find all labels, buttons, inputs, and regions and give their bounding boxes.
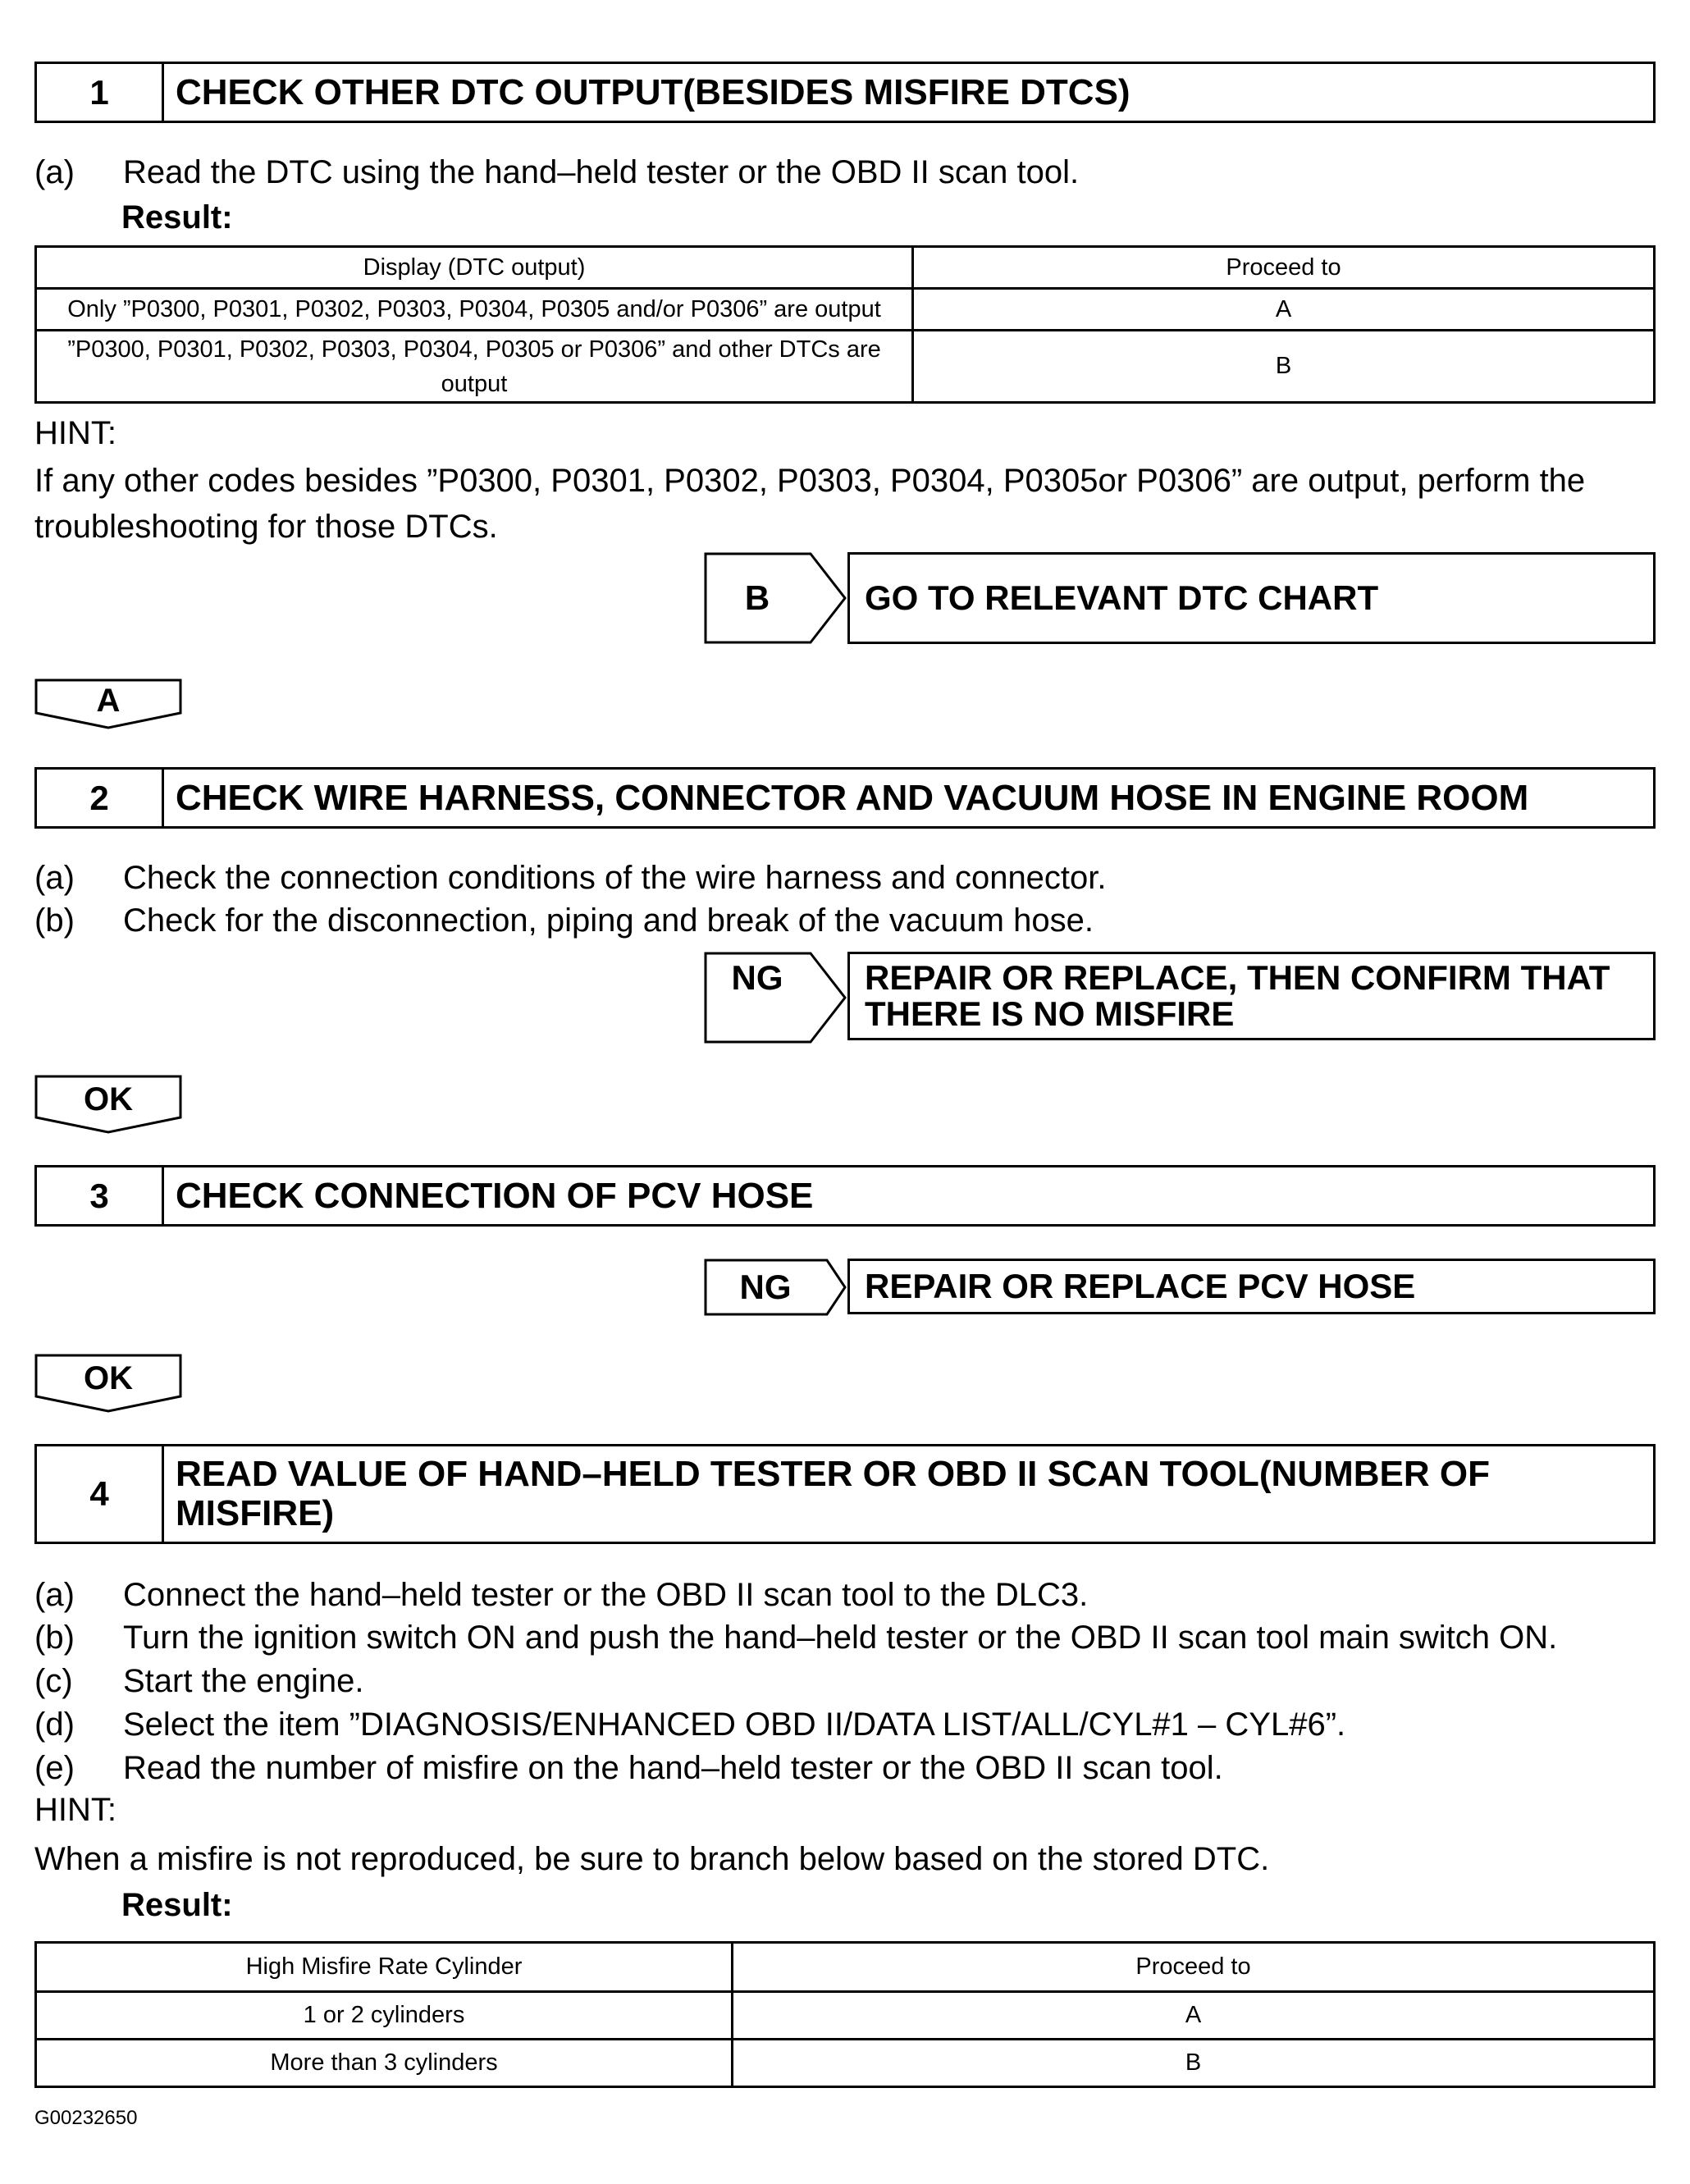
item-text: Read the number of misfire on the hand–held tester or the OBD II scan tool. (123, 1750, 1223, 1786)
table-header: Display (DTC output) (36, 247, 913, 289)
table-cell: ”P0300, P0301, P0302, P0303, P0304, P0305 or P0306” and other DTCs are output (36, 331, 913, 403)
item-label: (b) (34, 902, 75, 939)
branch-action-box: REPAIR OR REPLACE PCV HOSE (847, 1259, 1656, 1314)
item-text: Check for the disconnection, piping and break of the vacuum hose. (123, 902, 1094, 939)
step-4-header (34, 1444, 1656, 1544)
table-cell: More than 3 cylinders (36, 2040, 733, 2087)
step-2-header (34, 767, 1656, 829)
table-header: Proceed to (913, 247, 1655, 289)
step-2-item-a (34, 858, 1107, 898)
item-text: Start the engine. (123, 1663, 364, 1699)
table-cell: 1 or 2 cylinders (36, 1992, 733, 2040)
item-label: (a) (34, 860, 75, 896)
step-4-hint-text: When a misfire is not reproduced, be sure to branch below based on the stored DTC. (34, 1841, 1270, 1877)
item-text: Read the DTC using the hand–held tester or the OBD II scan tool. (123, 154, 1080, 190)
branch-tag-ng: NG (739, 1268, 792, 1306)
step-number: 4 (37, 1446, 164, 1542)
step-title (164, 1446, 1653, 1542)
continue-tag-a: A (96, 683, 121, 719)
step-4-item-d (34, 1705, 1345, 1744)
step-4-result-table (34, 1941, 1656, 2088)
step-1-result-label: Result: (121, 199, 233, 235)
step-4-item-e (34, 1748, 1223, 1788)
item-label: (a) (34, 154, 75, 190)
item-label: (b) (34, 1620, 75, 1656)
table-cell: Only ”P0300, P0301, P0302, P0303, P0304, P0305 and/or P0306” are output (36, 289, 913, 331)
step-title: CHECK CONNECTION OF PCV HOSE (176, 1175, 814, 1216)
branch-action-line: REPAIR OR REPLACE, THEN CONFIRM THAT (865, 958, 1610, 997)
step-1-item-a (34, 153, 1079, 192)
step-1-hint-label: HINT: (34, 415, 116, 451)
step-4-item-b (34, 1618, 1557, 1657)
step-title: CHECK OTHER DTC OUTPUT(BESIDES MISFIRE DTCS) (176, 71, 1130, 112)
item-text: Turn the ignition switch ON and push the hand–held tester or the OBD II scan tool main switch ON. (123, 1620, 1558, 1656)
branch-action-box: GO TO RELEVANT DTC CHART (847, 552, 1656, 644)
step-1-hint-text: If any other codes besides ”P0300, P0301, P0302, P0303, P0304, P0305or P0306” are output, perform the troubleshooting for those DTCs. (34, 463, 1586, 545)
continue-tag-ok: OK (84, 1081, 133, 1117)
step-title-line: READ VALUE OF HAND–HELD TESTER OR OBD II SCAN TOOL(NUMBER OF (176, 1454, 1490, 1494)
step-4-item-c (34, 1661, 364, 1701)
branch-tag-b: B (744, 578, 770, 617)
table-header: High Misfire Rate Cylinder (36, 1943, 733, 1992)
item-text: Select the item ”DIAGNOSIS/ENHANCED OBD II/DATA LIST/ALL/CYL#1 – CYL#6”. (123, 1707, 1346, 1743)
step-number: 3 (37, 1167, 164, 1224)
step-4-item-a (34, 1575, 1088, 1615)
item-label: (e) (34, 1750, 75, 1786)
step-3-header (34, 1165, 1656, 1227)
step-title: CHECK WIRE HARNESS, CONNECTOR AND VACUUM HOSE IN ENGINE ROOM (176, 777, 1529, 818)
step-2-item-b (34, 901, 1094, 940)
figure-code: G00232650 (34, 2107, 138, 2129)
branch-tag-ng: NG (731, 958, 783, 997)
step-title-line: MISFIRE) (176, 1493, 335, 1533)
step-1-header (34, 62, 1656, 123)
continue-tag-ok: OK (84, 1360, 133, 1396)
table-cell: B (913, 331, 1655, 403)
table-cell: B (733, 2040, 1655, 2087)
item-label: (d) (34, 1707, 75, 1743)
table-header: Proceed to (733, 1943, 1655, 1992)
item-text: Connect the hand–held tester or the OBD II scan tool to the DLC3. (123, 1577, 1089, 1613)
branch-action-box (847, 952, 1656, 1040)
item-text: Check the connection conditions of the wire harness and connector. (123, 860, 1107, 896)
step-1-result-table (34, 245, 1656, 404)
item-label: (a) (34, 1577, 75, 1613)
table-cell: A (913, 289, 1655, 331)
branch-action-line: THERE IS NO MISFIRE (865, 994, 1235, 1033)
item-label: (c) (34, 1663, 73, 1699)
step-4-result-label: Result: (121, 1887, 233, 1923)
step-4-hint-label: HINT: (34, 1792, 116, 1828)
step-number: 2 (37, 770, 164, 826)
table-cell: A (733, 1992, 1655, 2040)
step-number: 1 (37, 64, 164, 121)
